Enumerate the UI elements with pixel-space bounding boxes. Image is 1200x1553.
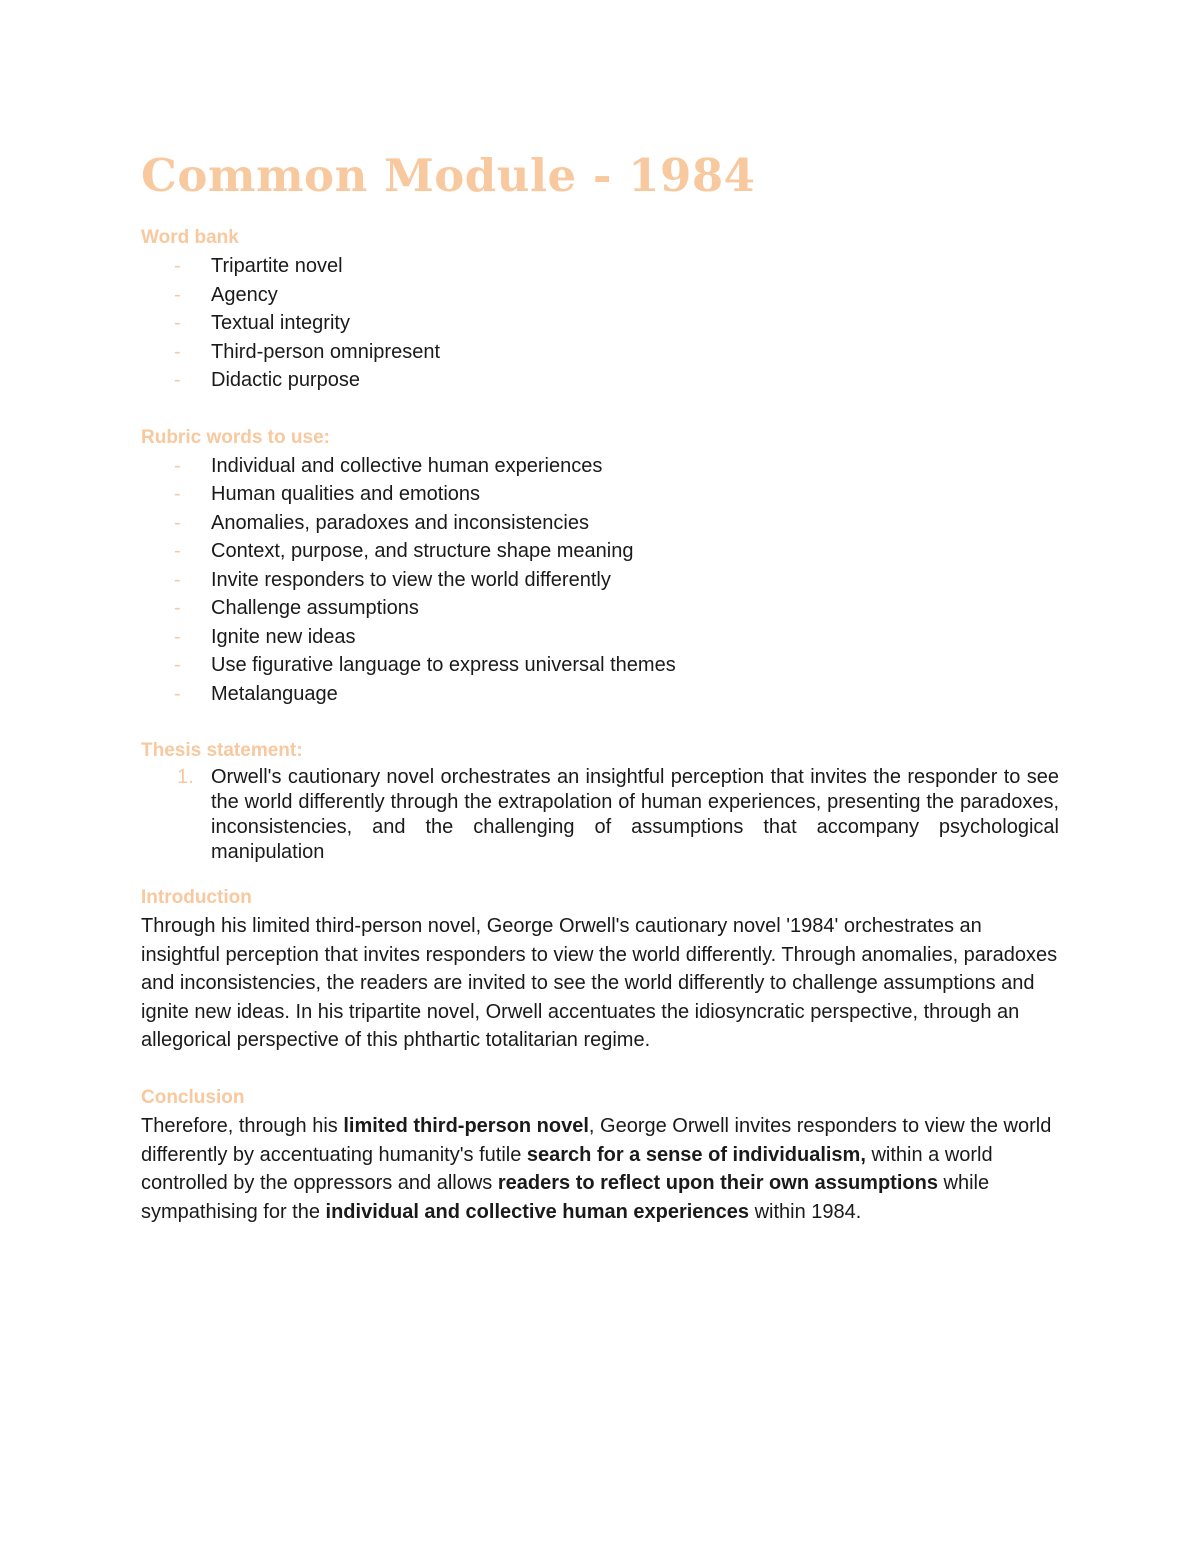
introduction-paragraph: Through his limited third-person novel, George Orwell's cautionary novel '1984' orchestrates an insightful perception that invites responders to view the world differently. Through anomalies, paradoxes and inconsistencies, the readers are invited to see the world differently to challenge assumptions and ignite new ideas. In his tripartite novel, Orwell accentuates the idiosyncratic perspective, through an allegorical perspective of this phthartic totalitarian regime. bbox=[141, 915, 1058, 1052]
thesis-section bbox=[141, 737, 1059, 865]
list-item-text: Didactic purpose bbox=[211, 369, 360, 391]
list-item bbox=[141, 651, 1059, 680]
list-item bbox=[141, 309, 1059, 338]
dash-bullet: - bbox=[174, 682, 181, 705]
dash-bullet: - bbox=[174, 483, 181, 505]
list-item bbox=[141, 594, 1059, 623]
introduction-heading: Introduction bbox=[141, 887, 252, 908]
dash-bullet: - bbox=[174, 597, 181, 619]
list-item bbox=[141, 366, 1059, 395]
dash-bullet: - bbox=[174, 511, 181, 534]
dash-bullet: - bbox=[174, 312, 181, 334]
rubric-section bbox=[141, 424, 1059, 709]
list-item bbox=[141, 680, 1059, 709]
list-item-text: Human qualities and emotions bbox=[211, 483, 481, 505]
page-title: Common Module - 1984 bbox=[141, 149, 756, 202]
dash-bullet: - bbox=[174, 369, 181, 391]
list-item-text: Invite responders to view the world differently bbox=[211, 568, 611, 591]
rubric-list bbox=[141, 452, 1059, 709]
list-item-text: Anomalies, paradoxes and inconsistencies bbox=[211, 511, 589, 534]
list-item-text: Agency bbox=[211, 283, 278, 306]
number-marker: 1. bbox=[177, 766, 194, 788]
thesis-list bbox=[141, 765, 1059, 865]
conclusion-bold-text: search for a sense of individualism, bbox=[526, 1143, 866, 1166]
conclusion-heading: Conclusion bbox=[141, 1086, 245, 1108]
document-page bbox=[141, 140, 1059, 1226]
word-bank-section bbox=[141, 224, 1059, 395]
conclusion-text: while sympathising for the bbox=[141, 1172, 990, 1223]
conclusion-text: , George Orwell invites responders to view the world differently by accentuating humanity's futile bbox=[141, 1114, 1052, 1166]
dash-bullet: - bbox=[174, 340, 181, 363]
conclusion-bold-text: readers to reflect upon their own assumptions bbox=[497, 1172, 938, 1195]
dash-bullet: - bbox=[174, 283, 181, 306]
thesis-heading: Thesis statement: bbox=[141, 740, 303, 761]
conclusion-text: Therefore, through his bbox=[141, 1114, 344, 1137]
conclusion-bold-text: individual and collective human experiences bbox=[325, 1200, 750, 1223]
dash-bullet: - bbox=[174, 454, 181, 477]
word-bank-heading: Word bank bbox=[141, 227, 239, 248]
list-item bbox=[141, 765, 1059, 865]
list-item-text: Use figurative language to express universal themes bbox=[211, 654, 676, 676]
conclusion-text: within a world controlled by the oppressors and allows bbox=[141, 1143, 993, 1195]
word-bank-list bbox=[141, 252, 1059, 395]
conclusion-text: within 1984. bbox=[749, 1200, 862, 1223]
list-item bbox=[141, 537, 1059, 566]
dash-bullet: - bbox=[174, 568, 181, 591]
dash-bullet: - bbox=[174, 654, 181, 676]
list-item bbox=[141, 566, 1059, 595]
conclusion-section bbox=[141, 1084, 1059, 1226]
list-item-text: Tripartite novel bbox=[211, 255, 343, 277]
list-item bbox=[141, 252, 1059, 281]
list-item-text: Textual integrity bbox=[211, 312, 350, 334]
introduction-section bbox=[141, 884, 1059, 1055]
dash-bullet: - bbox=[174, 255, 181, 277]
dash-bullet: - bbox=[174, 540, 181, 562]
conclusion-bold-text: limited third-person novel bbox=[343, 1114, 589, 1137]
list-item-text: Third-person omnipresent bbox=[211, 340, 440, 363]
dash-bullet: - bbox=[174, 625, 181, 648]
list-item-text: Metalanguage bbox=[211, 682, 338, 705]
list-item bbox=[141, 509, 1059, 538]
list-item bbox=[141, 452, 1059, 481]
list-item bbox=[141, 338, 1059, 367]
list-item bbox=[141, 623, 1059, 652]
list-item-text: Ignite new ideas bbox=[211, 625, 356, 648]
list-item-text: Context, purpose, and structure shape meaning bbox=[211, 540, 634, 562]
list-item bbox=[141, 281, 1059, 310]
thesis-text: Orwell's cautionary novel orchestrates an insightful perception that invites the responder to see the world differently through the extrapolation of human experiences, presenting the paradoxes, inconsistencies, and the challenging of assumptions that accompany psychological manipulation bbox=[211, 766, 1059, 863]
list-item-text: Challenge assumptions bbox=[211, 597, 419, 619]
conclusion-paragraph bbox=[141, 1112, 1059, 1226]
list-item-text: Individual and collective human experiences bbox=[211, 454, 603, 477]
list-item bbox=[141, 480, 1059, 509]
rubric-heading: Rubric words to use: bbox=[141, 426, 330, 448]
